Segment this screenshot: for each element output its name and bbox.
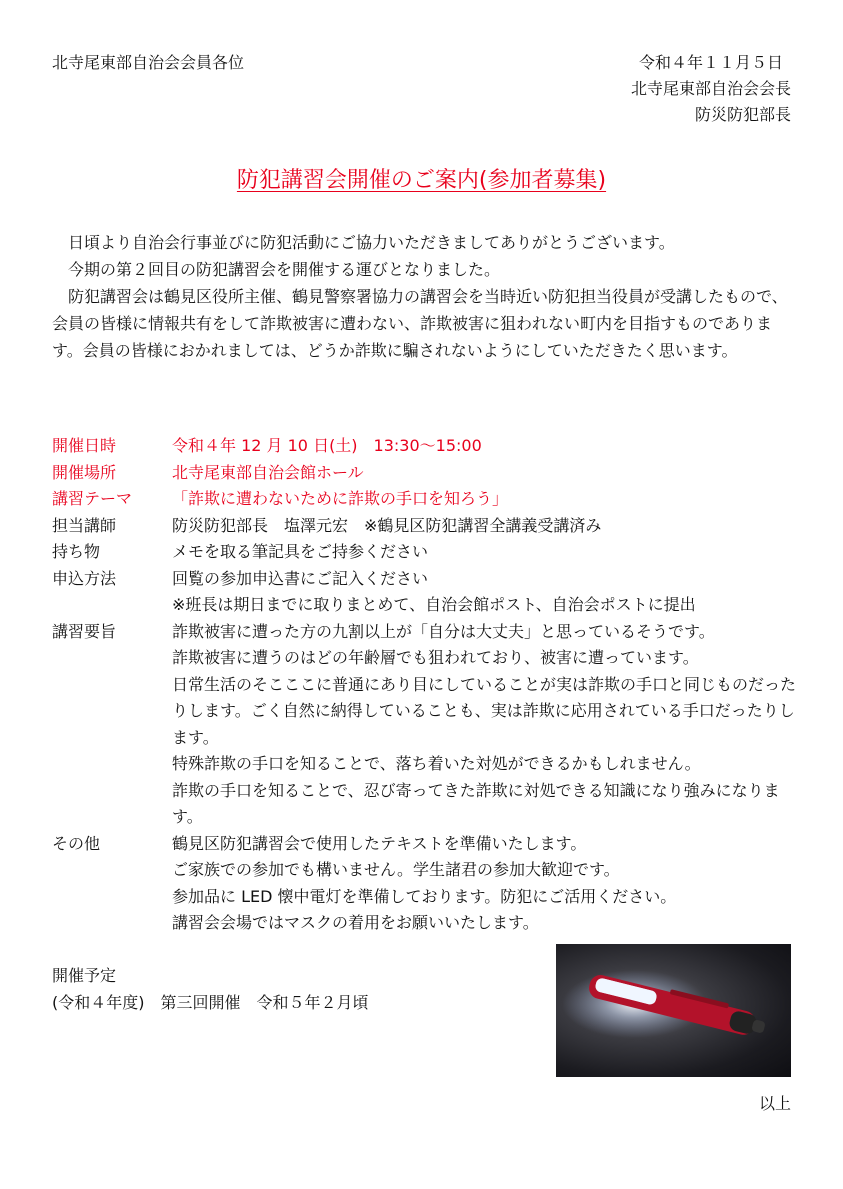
detail-label: その他 [52,833,101,853]
detail-row-lecturer [52,513,796,540]
detail-value: 鶴見区防犯講習会で使用したテキストを準備いたします。 [172,833,587,853]
schedule-section [52,962,369,1016]
detail-value: 北寺尾東部自治会館ホール [172,462,364,482]
detail-value: 詐欺被害に遭った方の九割以上が「自分は大丈夫」と思っているそうです。 [172,621,715,641]
detail-row-other [52,831,796,858]
closing-mark: 以上 [758,1094,791,1113]
detail-value: 特殊詐欺の手口を知ることで、落ち着いた対処ができるかもしれません。 [172,754,701,773]
document-title: 防犯講習会開催のご案内(参加者募集) [236,168,607,193]
intro-text [52,229,796,364]
detail-row-application-note [52,592,796,619]
detail-row-venue [52,460,796,487]
led-flashlight-photo [556,944,791,1077]
detail-value: 日常生活のそこここに普通にあり目にしていることが実は詐欺の手口と同じものだったりします。ごく自然に納得していることも、実は詐欺に応用されている手口だったりします。 [172,674,797,747]
detail-value: 参加品に LED 懐中電灯を準備しております。防犯にご活用ください。 [172,886,677,906]
intro-paragraph: 今期の第２回目の防犯講習会を開催する運びとなりました。 [68,260,501,279]
detail-row-summary [52,672,796,752]
detail-value: 回覧の参加申込書にご記入ください [172,568,429,588]
recipient: 北寺尾東部自治会会員各位 [52,53,245,72]
detail-label: 開催日時 [52,436,117,455]
detail-label [52,751,172,778]
detail-value: 講習会会場ではマスクの着用をお願いいたします。 [172,913,539,932]
detail-row-summary [52,751,796,778]
flashlight-icon [556,944,791,1077]
detail-label [52,672,172,752]
detail-value: メモを取る筆記具をご持参ください [172,542,429,561]
sender-organization: 北寺尾東部自治会会長 [630,79,791,98]
detail-label: 講習要旨 [52,621,117,641]
detail-label: 持ち物 [52,542,101,561]
intro-paragraph: 日頃より自治会行事並びに防犯活動にご協力いただきましてありがとうございます。 [68,233,675,252]
schedule-line: (令和４年度) 第三回開催 令和５年２月頃 [52,993,369,1012]
detail-value: 詐欺の手口を知ることで、忍び寄ってきた詐欺に対処できる知識になり強みになります。 [172,780,780,826]
detail-label [52,778,172,831]
detail-value: ※班長は期日までに取りまとめて、自治会館ポスト、自治会ポストに提出 [172,595,696,614]
detail-value: 令和４年 12 月 10 日(土) 13:30～15:00 [172,436,482,455]
detail-label: 担当講師 [52,515,117,535]
schedule-heading: 開催予定 [52,966,117,985]
detail-label: 申込方法 [52,568,117,588]
detail-value: ご家族での参加でも構いません。学生諸君の参加大歓迎です。 [172,860,620,879]
detail-row-theme [52,486,796,513]
detail-row-application [52,566,796,593]
detail-label [52,857,172,884]
intro-paragraph: 防犯講習会は鶴見区役所主催、鶴見警察署協力の講習会を当時近い防犯担当役員が受講したもので、会員の皆様に情報共有をして詐欺被害に遭わない、詐欺被害に狙われない町内を目指すものであります。会員の皆様におかれましては、どうか詐欺に騙されないようにしていただきたく思います。 [52,287,788,360]
issue-date: 令和４年１１月５日 [638,53,783,72]
detail-row-other [52,884,796,911]
detail-label [52,910,172,937]
detail-row-summary [52,645,796,672]
detail-value: 「詐欺に遭わないために詐欺の手口を知ろう」 [172,489,509,508]
detail-label: 講習テーマ [52,489,133,508]
sender-department: 防災防犯部長 [694,105,791,124]
detail-value: 防災防犯部長 塩澤元宏 ※鶴見区防犯講習全講義受講済み [172,515,602,535]
detail-label: 開催場所 [52,462,117,482]
detail-label [52,645,172,672]
detail-value: 詐欺被害に遭うのはどの年齢層でも狙われており、被害に遭っています。 [172,648,699,667]
detail-row-date [52,433,796,460]
detail-row-other [52,910,796,937]
detail-label [52,592,172,619]
details-list [52,433,796,937]
detail-row-summary [52,619,796,646]
detail-label [52,884,172,911]
detail-row-other [52,857,796,884]
detail-row-belongings [52,539,796,566]
detail-row-summary [52,778,796,831]
